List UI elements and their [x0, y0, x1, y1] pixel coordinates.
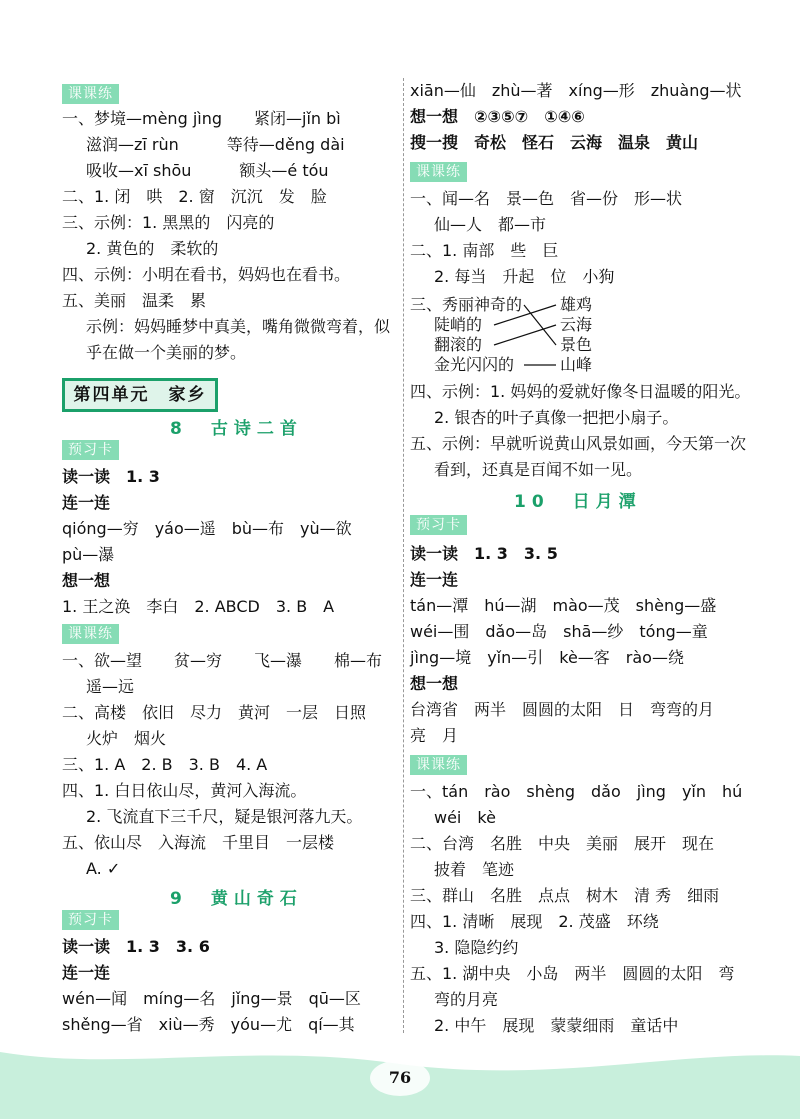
answer-line: 读一读 1. 3 — [62, 467, 160, 486]
answer-line: 五、美丽 温柔 累 — [62, 291, 207, 310]
match-line — [524, 305, 556, 345]
answer-line: 一、tán rào shèng dǎo jìng yǐn hú — [410, 782, 743, 801]
answer-line: 3. 隐隐约约 — [434, 938, 519, 957]
section-tag: 预习卡 — [410, 515, 467, 535]
answer-line: 三、群山 名胜 点点 树木 清 秀 细雨 — [410, 886, 720, 905]
answer-line: 五、1. 湖中央 小岛 两半 圆圆的太阳 弯 — [410, 964, 735, 983]
answer-line: 五、依山尽 入海流 千里目 一层楼 — [62, 833, 335, 852]
answer-line: 三、1. A 2. B 3. B 4. A — [62, 755, 268, 774]
section-tag: 预习卡 — [62, 910, 119, 930]
answer-line: shěng—省 xiù—秀 yóu—尤 qí—其 — [62, 1015, 355, 1034]
answer-line: 二、1. 南部 些 巨 — [410, 241, 559, 260]
answer-line: qióng—穷 yáo—遥 bù—布 yù—欲 — [62, 519, 352, 538]
match-left-item: 三、秀丽神奇的 — [410, 295, 523, 314]
answer-line: 四、1. 白日依山尽，黄河入海流。 — [62, 781, 307, 800]
section-tag: 课课练 — [62, 84, 119, 104]
answer-line: 二、1. 闭 哄 2. 窗 沉沉 发 脸 — [62, 187, 327, 206]
answer-line: 看到，还真是百闻不如一见。 — [434, 460, 643, 479]
answer-line: 二、台湾 名胜 中央 美丽 展开 现在 — [410, 834, 715, 853]
answer-line: A. ✓ — [86, 859, 121, 878]
section-tag: 课课练 — [410, 162, 467, 182]
lesson-title: 9 黄山奇石 — [170, 889, 303, 909]
lesson-title: 8 古诗二首 — [170, 419, 303, 439]
answer-line: 想一想 ②③⑤⑦ ①④⑥ — [410, 107, 585, 126]
answer-line: 1. 王之涣 李白 2. ABCD 3. B A — [62, 597, 335, 616]
match-right-item: 云海 — [560, 315, 593, 334]
answer-line: 2. 每当 升起 位 小狗 — [434, 267, 615, 286]
match-lines — [410, 295, 620, 375]
answer-line: xiān—仙 zhù—著 xíng—形 zhuàng—状 — [410, 81, 742, 100]
answer-line: wén—闻 míng—名 jǐng—景 qū—区 — [62, 989, 361, 1008]
answer-line: 连一连 — [62, 963, 111, 982]
section-tag: 课课练 — [62, 624, 119, 644]
answer-line: 连一连 — [410, 570, 459, 589]
match-right-item: 山峰 — [560, 355, 593, 374]
answer-line: 乎在做一个美丽的梦。 — [86, 343, 247, 362]
answer-line: 2. 银杏的叶子真像一把把小扇子。 — [434, 408, 679, 427]
answer-line: 一、闻—名 景—色 省—份 形—状 — [410, 189, 683, 208]
answer-line: 台湾省 两半 圆圆的太阳 日 弯弯的月 — [410, 700, 715, 719]
matching-exercise — [410, 295, 620, 375]
answer-line: 五、示例：早就听说黄山风景如画，今天第一次 — [410, 434, 747, 453]
section-tag: 课课练 — [410, 755, 467, 775]
answer-line: 一、欲—望 贫—穷 飞—瀑 棉—布 — [62, 651, 383, 670]
answer-line: tán—潭 hú—湖 mào—茂 shèng—盛 — [410, 596, 717, 615]
answer-line: 四、示例：小明在看书，妈妈也在看书。 — [62, 265, 351, 284]
answer-line: 四、示例：1. 妈妈的爱就好像冬日温暖的阳光。 — [410, 382, 751, 401]
answer-line: 三、示例：1. 黑黑的 闪亮的 — [62, 213, 275, 232]
answer-line: 二、高楼 依旧 尽力 黄河 一层 日照 — [62, 703, 367, 722]
answer-line: 2. 飞流直下三千尺，疑是银河落九天。 — [86, 807, 363, 826]
answer-line: 2. 黄色的 柔软的 — [86, 239, 219, 258]
lesson-title: 10 日月潭 — [514, 492, 642, 512]
answer-line: 搜一搜 奇松 怪石 云海 温泉 黄山 — [410, 133, 699, 152]
match-left-item: 陡峭的 — [434, 315, 483, 334]
match-right-item: 雄鸡 — [560, 295, 593, 314]
answer-line: 读一读 1. 3 3. 5 — [410, 544, 558, 563]
answer-line: 示例：妈妈睡梦中真美，嘴角微微弯着，似 — [86, 317, 391, 336]
answer-line: 披着 笔迹 — [434, 860, 515, 879]
answer-line: 读一读 1. 3 3. 6 — [62, 937, 210, 956]
page-number: 76 — [388, 1068, 412, 1087]
match-left-item: 翻滚的 — [434, 335, 483, 354]
match-right-item: 景色 — [560, 335, 593, 354]
answer-line: 一、梦境—mèng jìng 紧闭—jǐn bì — [62, 109, 341, 128]
answer-line: 遥—远 — [86, 677, 135, 696]
answer-line: 火炉 烟火 — [86, 729, 167, 748]
column-divider — [403, 78, 404, 1033]
answer-line: wéi—围 dǎo—岛 shā—纱 tóng—童 — [410, 622, 708, 641]
unit-title: 第四单元 家乡 — [62, 378, 218, 412]
answer-line: 亮 月 — [410, 726, 459, 745]
answer-line: wéi kè — [434, 808, 496, 827]
match-left-item: 金光闪闪的 — [434, 355, 515, 374]
answer-line: 想一想 — [410, 674, 459, 693]
section-tag: 预习卡 — [62, 440, 119, 460]
answer-line: 想一想 — [62, 571, 111, 590]
answer-line: 滋润—zī rùn 等待—děng dài — [86, 135, 345, 154]
answer-line: 弯的月亮 — [434, 990, 499, 1009]
answer-line: 2. 中午 展现 蒙蒙细雨 童话中 — [434, 1016, 679, 1035]
match-line — [494, 305, 556, 325]
answer-line: pù—瀑 — [62, 545, 115, 564]
answer-line: jìng—境 yǐn—引 kè—客 rào—绕 — [410, 648, 684, 667]
answer-line: 四、1. 清晰 展现 2. 茂盛 环绕 — [410, 912, 659, 931]
match-line — [494, 325, 556, 345]
answer-line: 吸收—xī shōu 额头—é tóu — [86, 161, 329, 180]
answer-line: 仙—人 都—市 — [434, 215, 547, 234]
answer-line: 连一连 — [62, 493, 111, 512]
